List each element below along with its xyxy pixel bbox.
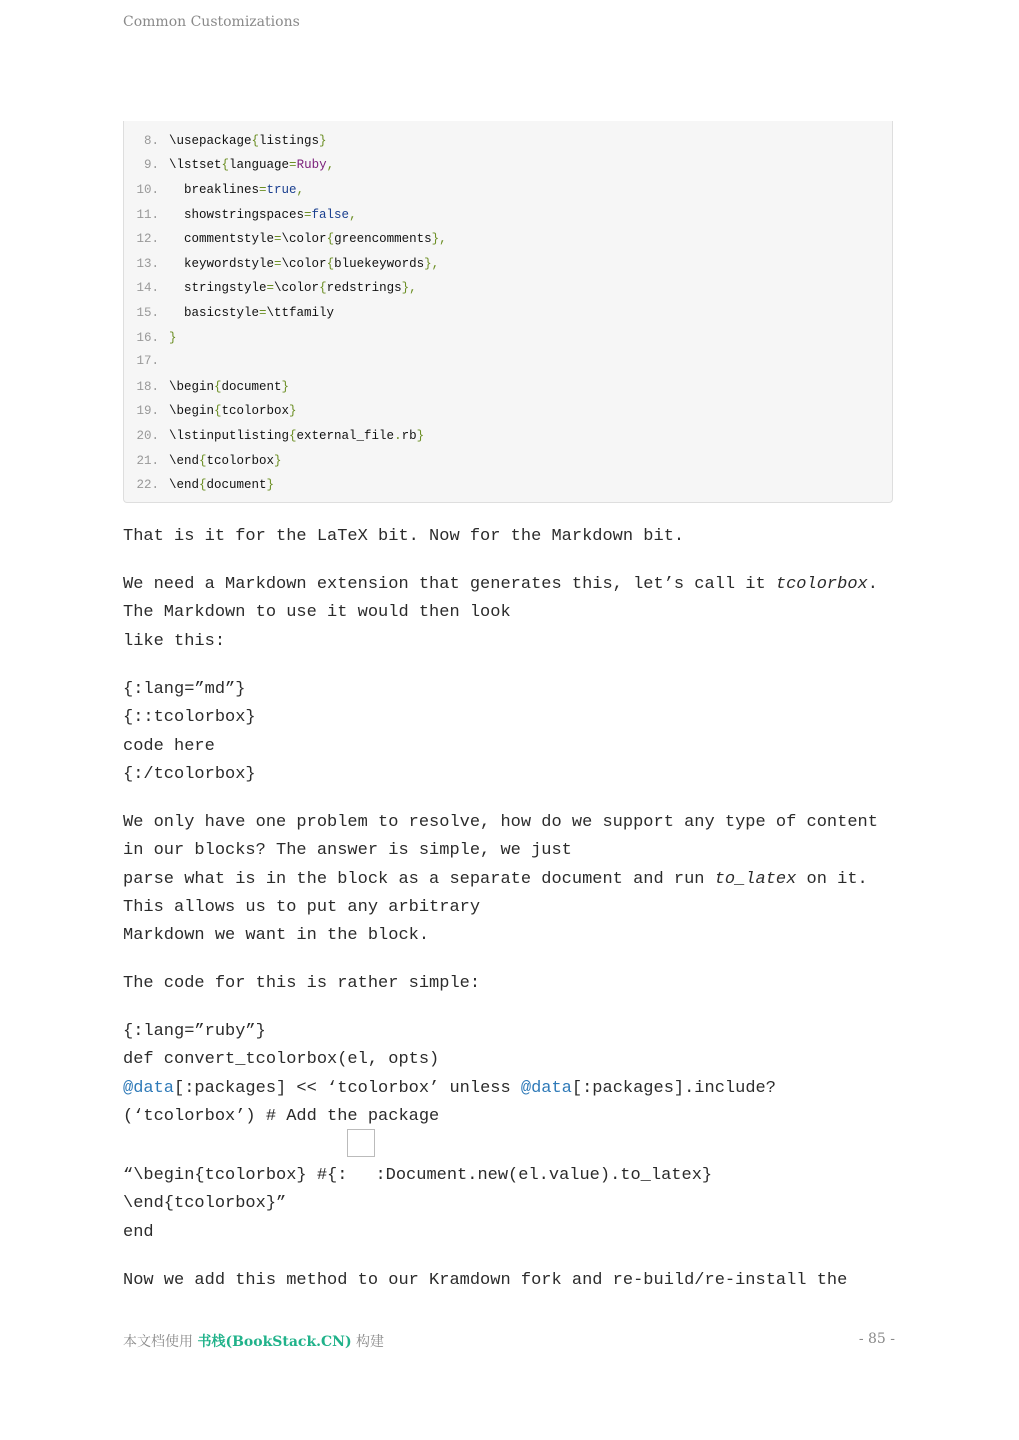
line-number: 22. xyxy=(136,478,159,492)
emphasis: tcolorbox xyxy=(775,575,868,594)
emphasis: to_latex xyxy=(714,869,797,889)
code-text: {:/tcolorbox} xyxy=(123,764,256,784)
code-text: stringstyle=\color{redstrings}, xyxy=(169,281,417,295)
code-text: “\begin{tcolorbox} #{: xyxy=(123,1166,348,1185)
footer-text: 本文档使用 xyxy=(123,1334,198,1350)
paragraph-text: This allows us to put any arbitrary xyxy=(123,897,481,917)
code-text: basicstyle=\ttfamily xyxy=(169,306,335,320)
code-text: \end{tcolorbox}” xyxy=(123,1194,287,1214)
code-text: [:packages] << ‘tcolorbox’ unless xyxy=(174,1078,521,1098)
running-header: Common Customizations xyxy=(123,14,300,30)
paragraph-text: We only have one problem to resolve, how do we support any type of content xyxy=(123,813,878,832)
code-text: breaklines=true, xyxy=(169,183,305,197)
paragraph xyxy=(123,571,903,656)
paragraph-text: The Markdown to use it would then look xyxy=(123,603,511,623)
line-number: 8. xyxy=(143,134,159,148)
code-line xyxy=(124,180,304,200)
line-number: 9. xyxy=(143,158,159,172)
code-line xyxy=(124,131,327,151)
line-number: 16. xyxy=(136,331,159,345)
instance-variable: @data xyxy=(520,1078,572,1098)
code-line xyxy=(124,278,417,298)
line-number: 19. xyxy=(136,404,159,418)
paragraph-text: in our blocks? The answer is simple, we just xyxy=(123,841,572,861)
line-number: 13. xyxy=(136,257,159,271)
line-number: 20. xyxy=(136,429,159,443)
code-line xyxy=(124,155,334,175)
footer-credit xyxy=(123,1331,384,1351)
paragraph-text: Markdown we want in the block. xyxy=(123,926,430,946)
code-line xyxy=(124,229,447,249)
paragraph-text: on it. xyxy=(796,869,868,889)
page-number: - 85 - xyxy=(858,1331,895,1347)
code-text: \end{tcolorbox} xyxy=(169,454,282,468)
code-block xyxy=(123,121,893,503)
code-line xyxy=(124,426,424,446)
ruby-example xyxy=(123,1018,903,1131)
paragraph-text: The code for this is rather simple: xyxy=(123,974,481,993)
paragraph xyxy=(123,970,903,998)
code-line xyxy=(124,351,169,371)
code-text: \lstset{language=Ruby, xyxy=(169,158,335,172)
code-text: end xyxy=(123,1222,154,1242)
code-line xyxy=(124,451,282,471)
markdown-example xyxy=(123,676,903,789)
code-text: code here xyxy=(123,736,215,756)
paragraph xyxy=(123,523,903,551)
code-text: {:lang=”ruby”} xyxy=(123,1022,266,1041)
code-text: \begin{tcolorbox} xyxy=(169,404,297,418)
code-text: \end{document} xyxy=(169,478,275,492)
paragraph xyxy=(123,809,903,950)
code-text: \usepackage{listings} xyxy=(169,134,327,148)
code-line xyxy=(124,254,439,274)
line-number: 18. xyxy=(136,380,159,394)
footer-text: 构建 xyxy=(351,1334,385,1350)
paragraph-text: We need a Markdown extension that generates this, let’s call it xyxy=(123,575,776,594)
paragraph xyxy=(123,1267,903,1295)
code-line xyxy=(124,475,274,495)
ruby-example-continued xyxy=(123,1162,903,1247)
code-text: def convert_tcolorbox(el, opts) xyxy=(123,1050,440,1070)
line-number: 15. xyxy=(136,306,159,320)
line-number: 11. xyxy=(136,208,159,222)
paragraph-text: That is it for the LaTeX bit. Now for the Markdown bit. xyxy=(123,527,685,546)
code-text: keywordstyle=\color{bluekeywords}, xyxy=(169,257,440,271)
line-number: 10. xyxy=(136,183,159,197)
code-text: {::tcolorbox} xyxy=(123,708,256,728)
code-text: showstringspaces=false, xyxy=(169,208,357,222)
code-line xyxy=(124,205,357,225)
line-number: 14. xyxy=(136,281,159,295)
code-line xyxy=(124,401,297,421)
code-text: commentstyle=\color{greencomments}, xyxy=(169,232,447,246)
code-text: {:lang=”md”} xyxy=(123,680,246,699)
code-text: [:packages].include? xyxy=(571,1078,776,1098)
paragraph-text: parse what is in the block as a separate document and run xyxy=(123,869,715,889)
bookstack-link[interactable]: 书栈(BookStack.CN) xyxy=(197,1334,352,1350)
code-line xyxy=(124,377,289,397)
instance-variable: @data xyxy=(123,1078,175,1098)
line-number: 21. xyxy=(136,454,159,468)
code-text: :Document.new(el.value).to_latex} xyxy=(375,1166,713,1185)
paragraph-text: Now we add this method to our Kramdown fork and re-build/re-install the xyxy=(123,1271,848,1290)
code-text: \lstinputlisting{external_file.rb} xyxy=(169,429,425,443)
code-line xyxy=(124,328,177,348)
code-text: } xyxy=(169,331,177,345)
line-number: 12. xyxy=(136,232,159,246)
code-text: \begin{document} xyxy=(169,380,290,394)
paragraph-text: like this: xyxy=(123,631,226,651)
line-number: 17. xyxy=(136,354,159,368)
code-text: (‘tcolorbox’) # Add the package xyxy=(123,1106,440,1126)
broken-image-placeholder xyxy=(347,1129,375,1157)
paragraph-text: . xyxy=(867,575,878,594)
code-line xyxy=(124,303,334,323)
